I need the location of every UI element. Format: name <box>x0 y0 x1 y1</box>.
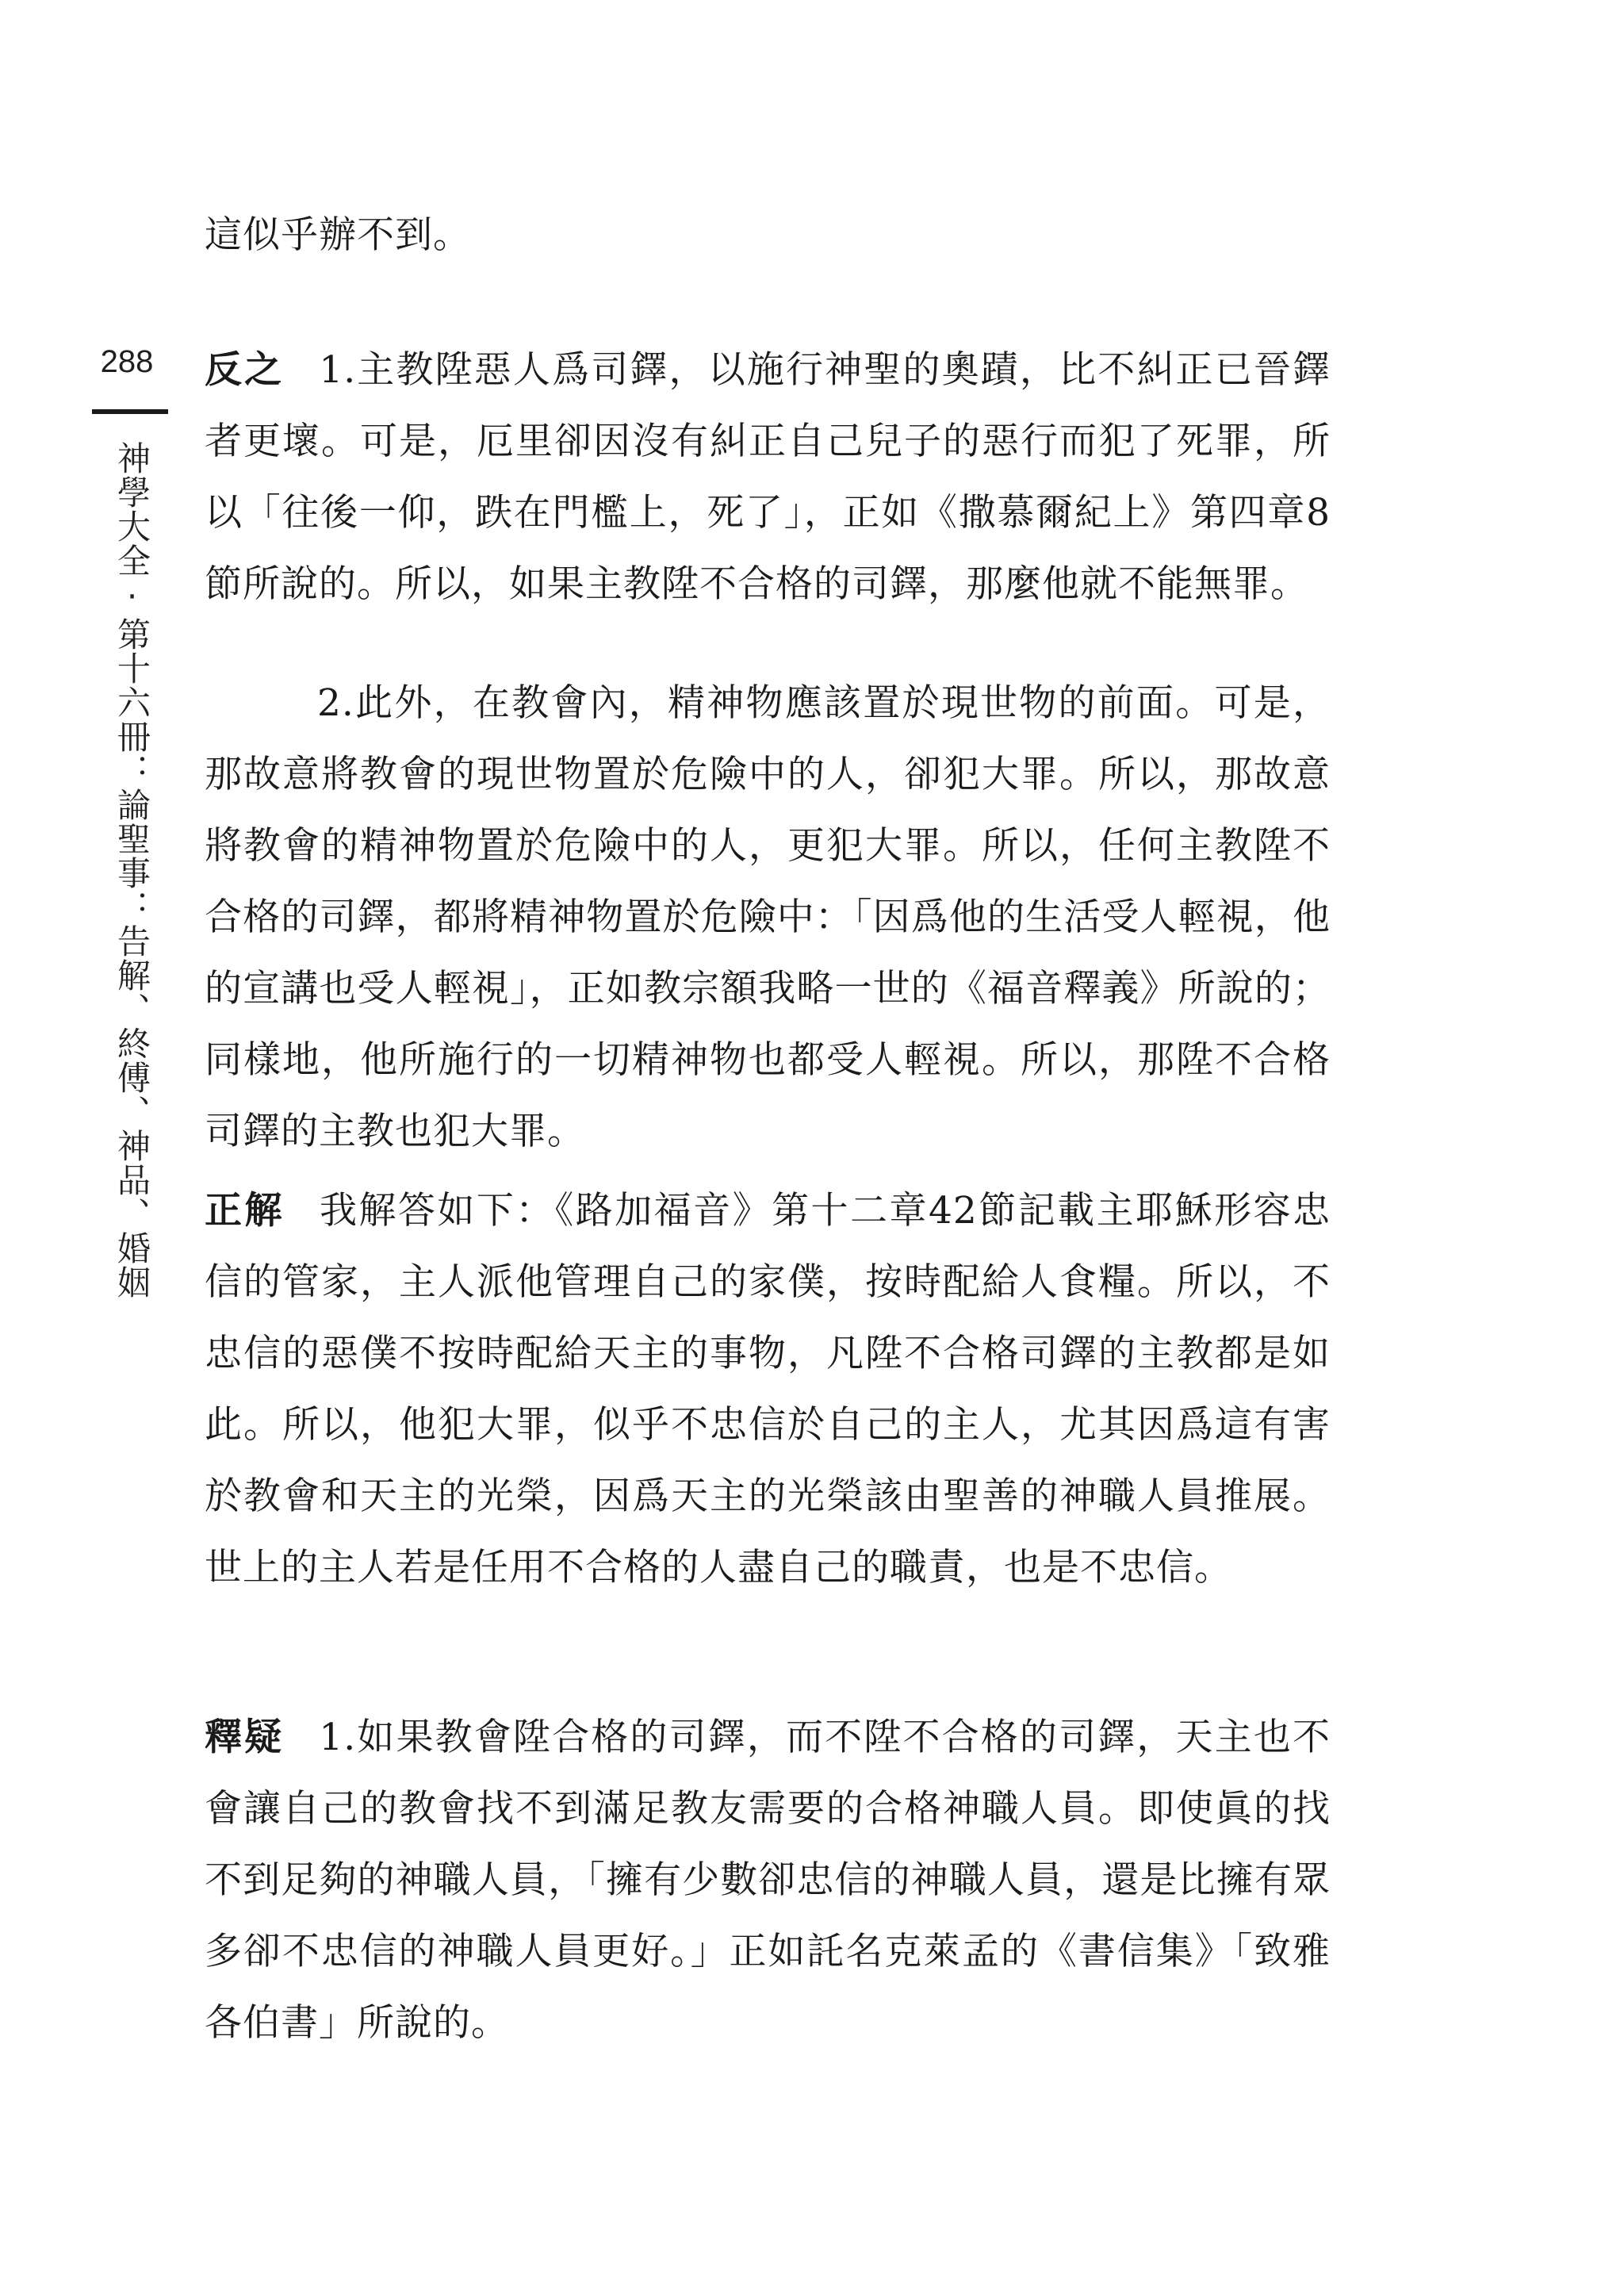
page-number: 288 <box>100 344 154 379</box>
reply-text: 1.如果教會陞合格的司鐸，而不陞不合格的司鐸，天主也不會讓自己的教會找不到滿足教友需要的合格神職人員。即使眞的找不到足夠的神職人員，「擁有少數卻忠信的神職人員，還是比擁有眾多卻不忠信的神職人員更好。」正如託名克萊孟的《書信集》「致雅各伯書」所說的。 <box>205 1716 1331 2045</box>
reply-label: 釋疑 <box>205 1716 285 1759</box>
intro-paragraph: 這似乎辦不到。 <box>205 213 471 257</box>
answer-paragraph <box>205 1175 1331 1604</box>
contra-text-1: 1.主教陞惡人爲司鐸，以施行神聖的奧蹟，比不糾正已晉鐸者更壞。可是，厄里卻因沒有糾正自己兒子的惡行而犯了死罪，所以「往後一仰，跌在門檻上，死了」，正如《撒慕爾紀上》第四章8節所說的。所以，如果主教陞不合格的司鐸，那麼他就不能無罪。 <box>205 348 1331 606</box>
answer-label: 正解 <box>205 1189 285 1233</box>
answer-text: 我解答如下：《路加福音》第十二章42節記載主耶穌形容忠信的管家，主人派他管理自己的家僕，按時配給人食糧。所以，不忠信的惡僕不按時配給天主的事物，凡陞不合格司鐸的主教都是如此。所以，他犯大罪，似乎不忠信於自己的主人，尤其因爲這有害於教會和天主的光榮，因爲天主的光榮該由聖善的神職人員推展。世上的主人若是任用不合格的人盡自己的職責，也是不忠信。 <box>205 1189 1331 1589</box>
reply-paragraph <box>205 1702 1331 2059</box>
contra-paragraph-2: 2.此外，在教會內，精神物應該置於現世物的前面。可是，那故意將教會的現世物置於危險中的人，卻犯大罪。所以，那故意將教會的精神物置於危險中的人，更犯大罪。所以，任何主教陞不合格的司鐸，都將精神物置於危險中：「因爲他的生活受人輕視，他的宣講也受人輕視」，正如教宗額我略一世的《福音釋義》所說的；同樣地，他所施行的一切精神物也都受人輕視。所以，那陞不合格司鐸的主教也犯大罪。 <box>205 681 1331 1153</box>
page-number-rule <box>92 409 168 414</box>
contra-paragraph-1 <box>205 335 1331 620</box>
contra-label: 反之 <box>205 348 285 392</box>
running-head: 神學大全‧第十六冊：論聖事：告解、終傅、神品、婚姻 <box>113 441 151 1299</box>
